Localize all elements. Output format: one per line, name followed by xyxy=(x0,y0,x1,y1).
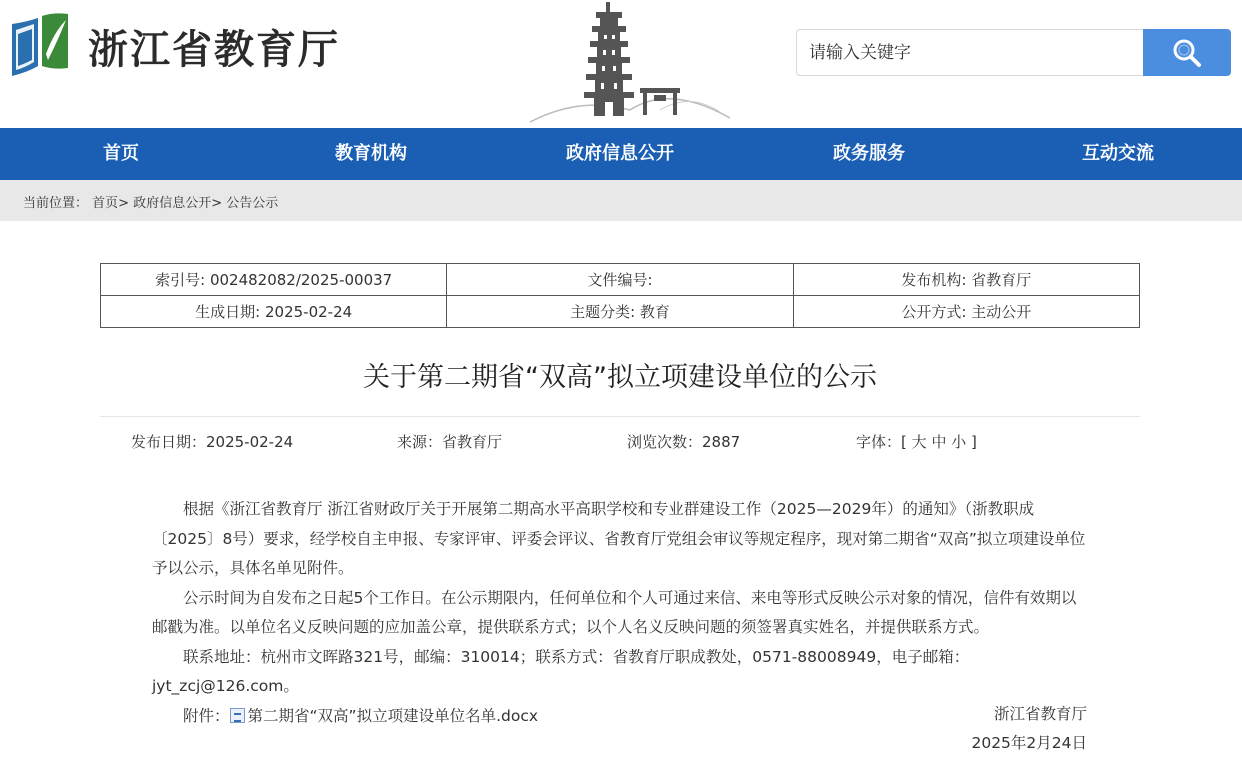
nav-item-gov-info[interactable]: 政府信息公开 xyxy=(566,143,674,164)
site-title[interactable]: 浙江省教育厅 xyxy=(88,26,340,73)
table-row xyxy=(101,264,1140,296)
font-size-medium[interactable]: 中 xyxy=(931,433,947,451)
font-size-label: 字体：[ xyxy=(856,433,907,451)
meta-disclosure: 公开方式: 主动公开 xyxy=(793,296,1139,328)
paragraph: 公示时间为自发布之日起5个工作日。在公示期限内，任何单位和个人可通过来信、来电等形式反映公示对象的情况，信件有效期以邮戳为准。以单位名义反映问题的应加盖公章，提供联系方式；以个人名义反映问题的须签署真实姓名，并提供联系方式。 xyxy=(152,588,1077,636)
article-source: 来源：省教育厅 xyxy=(397,433,503,451)
breadcrumb-separator: > xyxy=(211,196,223,211)
search-button[interactable] xyxy=(1143,29,1231,76)
article-body xyxy=(152,495,1088,731)
font-size-end: ] xyxy=(971,433,977,451)
doc-icon xyxy=(230,708,245,723)
font-size-small[interactable]: 小 xyxy=(951,433,967,451)
breadcrumb-notices[interactable]: 公告公示 xyxy=(226,196,279,211)
breadcrumb-prefix: 当前位置： xyxy=(23,196,89,211)
meta-index-no: 索引号: 002482082/2025-00037 xyxy=(101,264,447,296)
article-title: 关于第二期省“双高”拟立项建设单位的公示 xyxy=(363,362,877,393)
breadcrumb-bar xyxy=(0,180,1242,221)
paragraph: 联系地址：杭州市文晖路321号，邮编：310014；联系方式：省教育厅职成教处，0571-88008949，电子邮箱：jyt_zcj@126.com。 xyxy=(152,647,970,695)
attachment-link[interactable]: 第二期省“双高”拟立项建设单位名单.docx xyxy=(247,706,539,725)
main-nav xyxy=(0,128,1242,180)
logo-icon[interactable] xyxy=(8,10,72,80)
title-divider xyxy=(100,416,1140,417)
publish-date: 发布日期：2025-02-24 xyxy=(131,433,294,451)
search-input[interactable] xyxy=(796,29,1144,76)
paragraph: 根据《浙江省教育厅 浙江省财政厅关于开展第二期高水平高职学校和专业群建设工作（2025—2029年）的通知》（浙教职成〔2025〕8号）要求，经学校自主申报、专家评审、评委会评议、省教育厅党组会审议等规定程序，现对第二期省“双高”拟立项建设单位予以公示，具体名单见附件。 xyxy=(152,500,1086,577)
table-row xyxy=(101,296,1140,328)
view-count: 浏览次数：2887 xyxy=(627,433,741,451)
breadcrumb-separator: > xyxy=(118,196,130,211)
attachment-line xyxy=(152,702,1088,732)
breadcrumb xyxy=(23,192,278,211)
nav-item-interaction[interactable]: 互动交流 xyxy=(1082,143,1154,164)
site-header xyxy=(0,0,1242,128)
breadcrumb-home[interactable]: 首页 xyxy=(92,196,119,211)
document-meta-table xyxy=(100,263,1140,328)
signature-date: 2025年2月24日 xyxy=(971,734,1087,752)
meta-publisher: 发布机构: 省教育厅 xyxy=(793,264,1139,296)
signature-org: 浙江省教育厅 xyxy=(993,705,1087,723)
attachment-label: 附件： xyxy=(183,706,230,725)
breadcrumb-gov-info[interactable]: 政府信息公开 xyxy=(133,196,212,211)
meta-doc-no: 文件编号: xyxy=(447,264,793,296)
meta-created-date: 生成日期: 2025-02-24 xyxy=(101,296,447,328)
nav-item-home[interactable]: 首页 xyxy=(103,143,139,164)
nav-item-institutions[interactable]: 教育机构 xyxy=(335,143,407,164)
pagoda-illustration xyxy=(520,0,740,128)
font-size-large[interactable]: 大 xyxy=(911,433,927,451)
font-size-control xyxy=(856,431,977,452)
meta-category: 主题分类: 教育 xyxy=(447,296,793,328)
search-icon xyxy=(1172,38,1202,68)
nav-item-gov-services[interactable]: 政务服务 xyxy=(833,143,905,164)
